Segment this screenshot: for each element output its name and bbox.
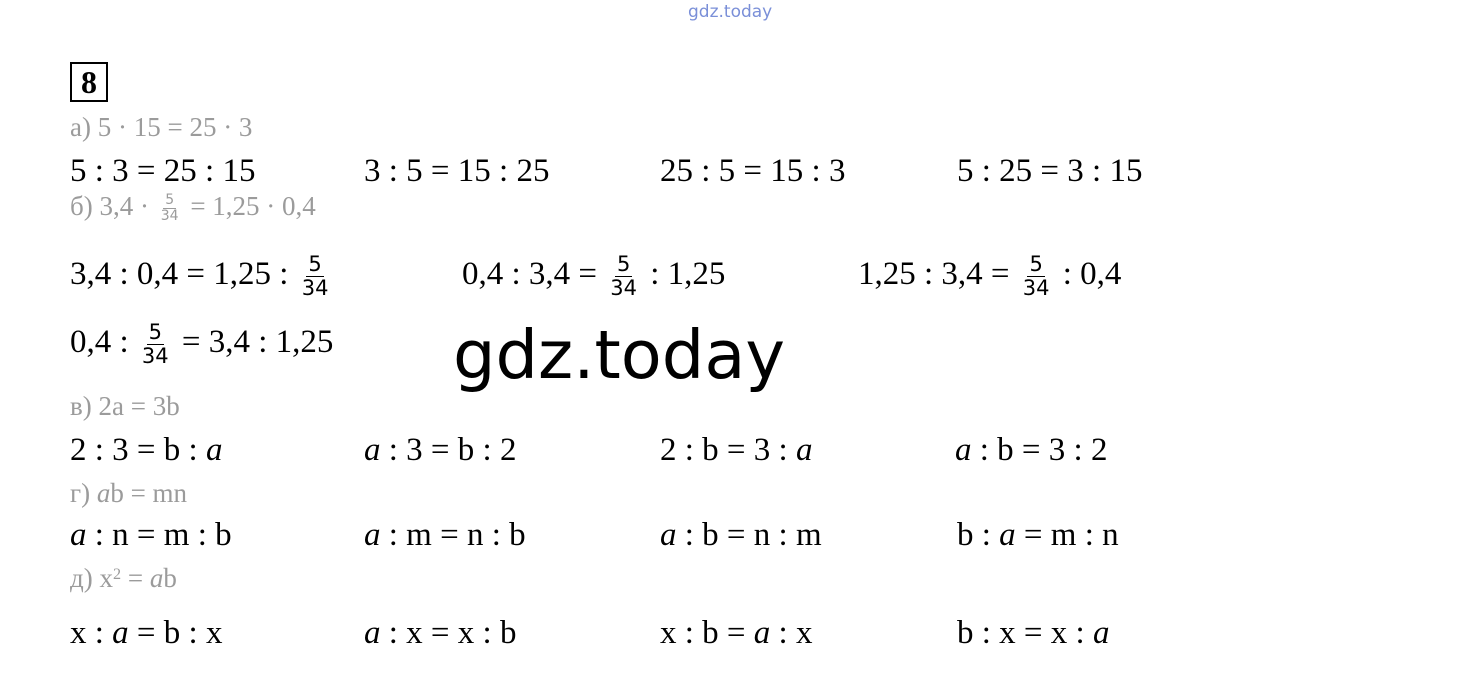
- variable-a: a: [112, 615, 129, 651]
- condition-b: [70, 193, 316, 225]
- variable-a: a: [149, 563, 164, 593]
- variable-a: a: [795, 432, 813, 468]
- answer-v-3: [660, 434, 812, 467]
- answer-v-2: [364, 434, 516, 467]
- answer-b-3: [858, 253, 1121, 300]
- fraction-denominator: 34: [160, 208, 179, 225]
- variable-a: a: [70, 517, 87, 553]
- answer-text: : 3 = b : 2: [380, 432, 517, 468]
- condition-b-post: = 1,25 · 0,4: [190, 191, 316, 222]
- answer-text: b :: [957, 517, 1000, 553]
- answer-d-4: [957, 617, 1109, 650]
- answer-text: = m : n: [1015, 517, 1119, 553]
- answer-g-2: [364, 519, 526, 552]
- condition-g: [70, 480, 187, 507]
- answer-b-3-post: : 0,4: [1062, 256, 1122, 293]
- condition-g-text: b = mn: [110, 478, 188, 508]
- fraction-numerator: 5: [148, 320, 162, 344]
- variable-a: a: [955, 432, 972, 468]
- answer-text: = b : x: [128, 615, 223, 651]
- answer-b-2-pre: 0,4 : 3,4 =: [462, 256, 598, 293]
- watermark-top: gdz.today: [688, 2, 773, 22]
- answer-a-4: 5 : 25 = 3 : 15: [957, 153, 1143, 189]
- condition-g-label: г): [70, 478, 97, 508]
- answer-b-3-pre: 1,25 : 3,4 =: [858, 256, 1010, 293]
- answer-d-1: [70, 617, 222, 650]
- variable-a: a: [364, 517, 381, 553]
- answer-b-4-pre: 0,4 :: [70, 324, 129, 361]
- answer-b-1: [70, 253, 333, 300]
- answer-text: : n = m : b: [86, 517, 232, 553]
- fraction-denominator: 34: [610, 276, 638, 301]
- variable-a: a: [364, 615, 381, 651]
- answer-text: x : b =: [660, 615, 754, 651]
- answer-v-4: [955, 434, 1107, 467]
- variable-a: a: [999, 517, 1016, 553]
- variable-a: a: [753, 615, 771, 651]
- exponent: 2: [112, 565, 122, 583]
- answer-d-3: [660, 617, 812, 650]
- condition-v: в) 2a = 3b: [70, 391, 180, 421]
- fraction-numerator: 5: [616, 252, 631, 276]
- answer-b-2: [462, 253, 725, 300]
- answer-text: : b = n : m: [676, 517, 822, 553]
- fraction: [608, 253, 639, 300]
- variable-a: a: [660, 517, 677, 553]
- fraction-denominator: 34: [301, 276, 329, 301]
- variable-a: a: [205, 432, 223, 468]
- answer-d-2: [364, 617, 516, 650]
- answer-g-1: [70, 519, 232, 552]
- fraction-denominator: 34: [1022, 276, 1050, 301]
- answer-g-3: [660, 519, 822, 552]
- variable-a: a: [364, 432, 381, 468]
- answer-text: : b = 3 : 2: [971, 432, 1108, 468]
- answer-text: 2 : 3 = b :: [70, 432, 206, 468]
- answer-v-1: [70, 434, 222, 467]
- answer-text: x :: [70, 615, 113, 651]
- fraction-denominator: 34: [141, 344, 169, 369]
- answer-text: 2 : b = 3 :: [660, 432, 796, 468]
- fraction: [300, 253, 331, 300]
- answer-text: : x = x : b: [380, 615, 517, 651]
- condition-d-label: д) x: [70, 563, 113, 593]
- answer-text: : m = n : b: [380, 517, 526, 553]
- fraction: [1021, 253, 1052, 300]
- condition-a: а) 5 · 15 = 25 · 3: [70, 112, 253, 142]
- answer-a-2: 3 : 5 = 15 : 25: [364, 153, 550, 189]
- fraction-numerator: 5: [165, 192, 175, 208]
- variable-a: a: [1092, 615, 1110, 651]
- fraction-numerator: 5: [1029, 252, 1043, 276]
- answer-b-2-post: : 1,25: [650, 256, 726, 293]
- task-number: 8: [70, 62, 108, 102]
- answer-b-1-text: 3,4 : 0,4 = 1,25 :: [70, 256, 289, 293]
- fraction: [159, 193, 181, 225]
- fraction: [140, 321, 171, 368]
- answer-b-4: [70, 321, 333, 368]
- answer-text: : x: [770, 615, 813, 651]
- watermark-center: gdz.today: [453, 316, 786, 394]
- answer-a-3: 25 : 5 = 15 : 3: [660, 153, 846, 189]
- condition-d-eq: =: [121, 563, 150, 593]
- variable-b: b: [163, 563, 177, 593]
- answer-a-1: 5 : 3 = 25 : 15: [70, 153, 256, 189]
- answer-text: b : x = x :: [957, 615, 1093, 651]
- answer-g-4: [957, 519, 1119, 552]
- fraction-numerator: 5: [308, 252, 322, 276]
- variable-a: a: [96, 478, 111, 508]
- condition-b-pre: б) 3,4 ·: [70, 191, 149, 222]
- condition-d: [70, 565, 177, 592]
- answer-b-4-post: = 3,4 : 1,25: [181, 324, 334, 361]
